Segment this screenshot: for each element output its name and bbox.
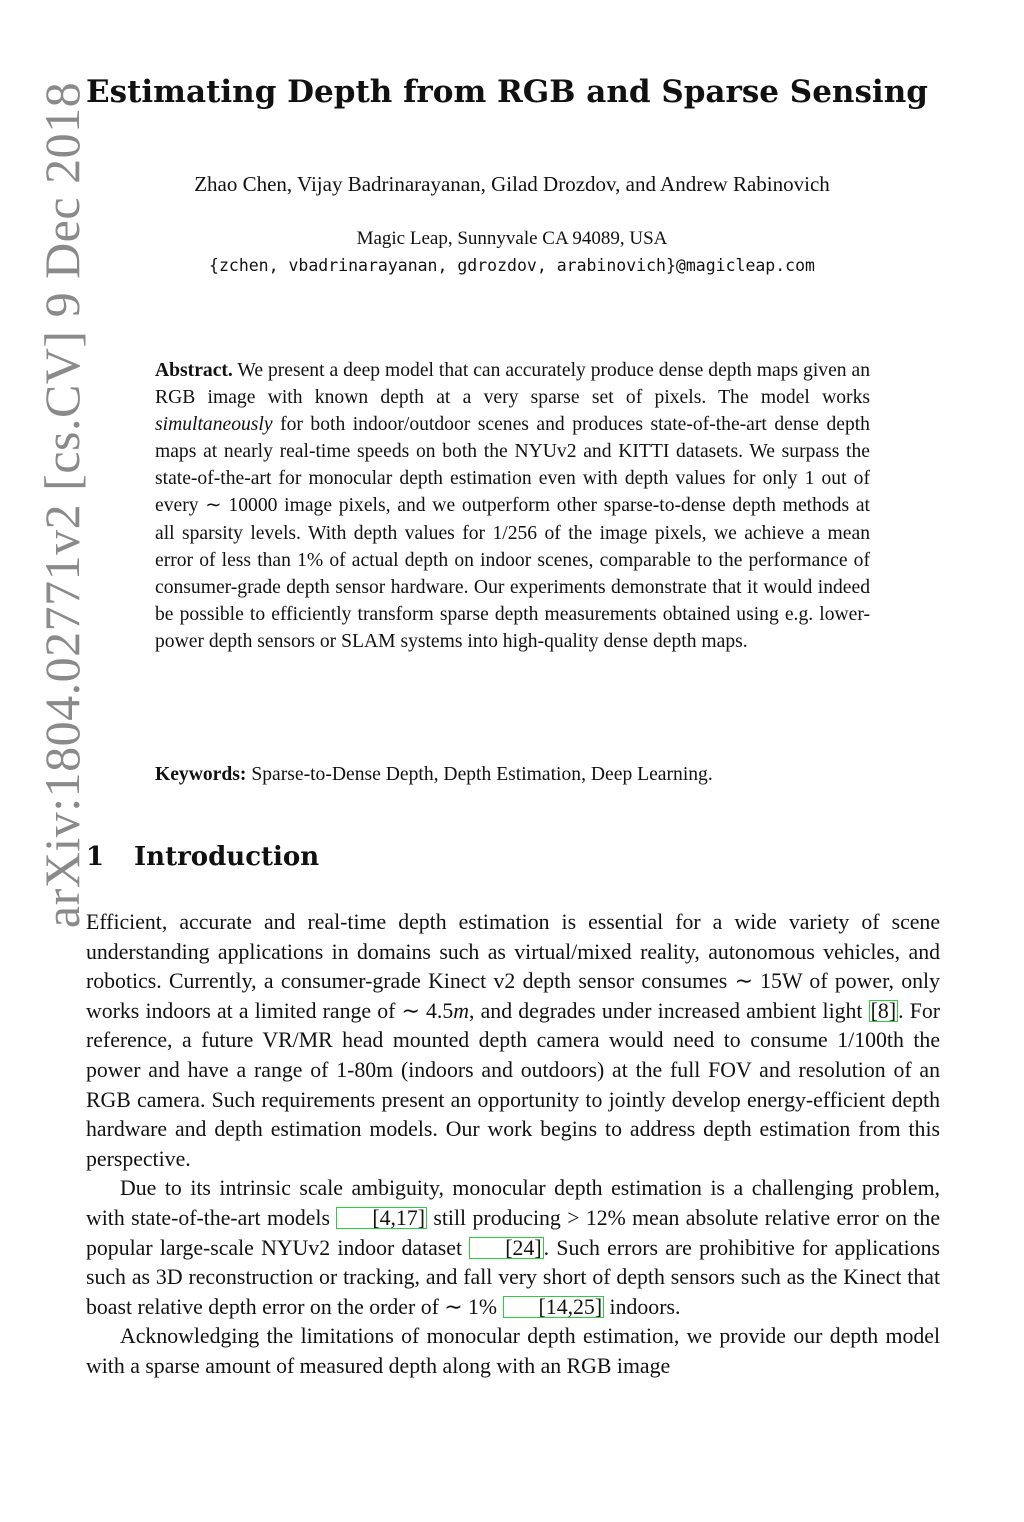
p3-text-a: Acknowledging the limitations of monocular depth estimation, we provide our depth model with a sparse amount of measured depth along with an RGB image bbox=[86, 1324, 940, 1378]
abstract-text-2: for both indoor/outdoor scenes and produces state-of-the-art dense depth maps at nearly real-time speeds on both the NYUv2 and KITTI datasets. We surpass the state-of-the-art for monocular depth estimation even with depth values for only 1 out of every ∼ 10000 image pixels, and we outperform other sparse-to-dense depth methods at all sparsity levels. With depth values for 1/256 of the image pixels, we achieve a mean error of less than 1% of actual depth on indoor scenes, comparable to the performance of consumer-grade depth sensor hardware. Our experiments demonstrate that it would indeed be possible to efficiently transform sparse depth measurements obtained using e.g. lower-power depth sensors or SLAM systems into high-quality dense depth maps. bbox=[155, 414, 870, 652]
arxiv-stamp-text: arXiv:1804.02771v2 [cs.CV] 9 Dec 2018 bbox=[34, 81, 90, 929]
paragraph-1 bbox=[86, 908, 940, 1174]
p2-text-d: indoors. bbox=[609, 1294, 681, 1319]
introduction-body bbox=[86, 908, 940, 1382]
author-emails: {zchen, vbadrinarayanan, gdrozdov, arabinovich}@magicleap.com bbox=[209, 256, 815, 275]
p2-text-b: still producing > 12% mean absolute relative error on the popular large-scale NYUv2 indoor dataset bbox=[86, 1205, 940, 1260]
citation-link[interactable]: [4,17] bbox=[336, 1207, 427, 1229]
p1-unit-m: m bbox=[453, 998, 469, 1023]
abstract-text-1: We present a deep model that can accurately produce dense depth maps given an RGB image with known depth at a very sparse set of pixels. The model works bbox=[155, 360, 871, 409]
p1-text-b: , and degrades under increased ambient light bbox=[469, 998, 863, 1023]
section-title: Introduction bbox=[134, 842, 320, 872]
p1-text-a: Efficient, accurate and real-time depth estimation is essential for a wide variety of scene understanding applications in domains such as virtual/mixed reality, autonomous vehicles, and robotics. Currently, a consumer-grade Kinect v2 depth sensor consumes ∼ 15W of power, only works indoors at a limited range of ∼ 4.5 bbox=[86, 910, 940, 1023]
abstract bbox=[155, 357, 870, 655]
citation-link[interactable]: [8] bbox=[870, 998, 897, 1023]
authors: Zhao Chen, Vijay Badrinarayanan, Gilad Drozdov, and Andrew Rabinovich bbox=[194, 172, 830, 196]
abstract-emphasis: simultaneously bbox=[155, 414, 273, 436]
keywords-text: Sparse-to-Dense Depth, Depth Estimation, Deep Learning. bbox=[251, 764, 713, 785]
section-heading-introduction bbox=[86, 842, 319, 872]
paragraph-2 bbox=[86, 1174, 940, 1322]
p2-text-a: Due to its intrinsic scale ambiguity, monocular depth estimation is a challenging problem, with state-of-the-art models bbox=[86, 1176, 940, 1230]
citation-link[interactable]: [14,25] bbox=[503, 1296, 605, 1318]
paragraph-3 bbox=[86, 1322, 940, 1381]
keywords-label: Keywords: bbox=[155, 764, 247, 785]
citation-link[interactable]: [24] bbox=[469, 1237, 543, 1259]
paper-title: Estimating Depth from RGB and Sparse Sensing bbox=[86, 74, 928, 110]
p2-text-c: . Such errors are prohibitive for applications such as 3D reconstruction or tracking, and fall very short of depth sensors such as the Kinect that boast relative depth error on the order of ∼ 1% bbox=[86, 1235, 941, 1319]
p1-text-c: . For reference, a future VR/MR head mounted depth camera would need to consume 1/100th the power and have a range of 1-80m (indoors and outdoors) at the full FOV and resolution of an RGB camera. Such requirements present an opportunity to jointly develop energy-efficient depth hardware and depth estimation models. Our work begins to address depth estimation from this perspective. bbox=[86, 998, 940, 1171]
section-number: 1 bbox=[86, 842, 105, 872]
keywords bbox=[155, 764, 870, 786]
abstract-label: Abstract. bbox=[155, 360, 233, 381]
affiliation: Magic Leap, Sunnyvale CA 94089, USA bbox=[356, 228, 668, 249]
